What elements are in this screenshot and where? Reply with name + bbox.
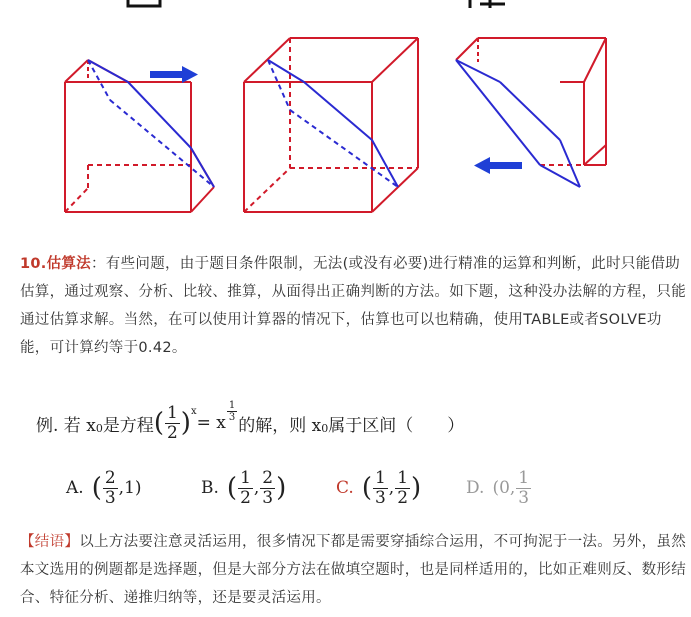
paren-open: ( <box>153 408 164 438</box>
q-mid2: 的解，则 x <box>238 415 322 436</box>
q-eq: = x <box>196 413 226 433</box>
q-frac-num: 1 <box>166 402 178 423</box>
answer-options <box>66 463 666 513</box>
paren-close: ) <box>180 408 191 438</box>
option-b-fraction-2: $\frac{2}{3}$ <box>262 467 274 508</box>
q-exp-num: 1 <box>228 399 236 411</box>
cube-2 <box>244 38 418 212</box>
option-a-fraction: $\frac{2}{3}$ <box>104 467 116 508</box>
option-d-fraction: $\frac{1}{3}$ <box>518 467 530 508</box>
q-exponent-fraction <box>227 400 237 423</box>
option-c-fraction-1: $\frac{1}{3}$ <box>374 467 386 508</box>
question-line <box>36 395 464 451</box>
q-exp-den: 3 <box>228 411 236 423</box>
option-b: B. ( $\frac{1}{2}$ , $\frac{2}{3}$ ) <box>201 467 287 508</box>
cube-section-figure <box>0 0 691 225</box>
arrow-left-icon <box>474 157 522 174</box>
example-problem <box>36 395 676 515</box>
q-sub1: 0 <box>321 421 329 435</box>
paragraph-text: ：有些问题，由于题目条件限制，无法(或没有必要)进行精准的运算和判断，此时只能借助估算，通过观察、分析、比较、推算，从面得出正确判断的方法。如下题，这种没办法解的方程，只能通过估算求解。当然，在可以使用计算器的情况下，估算也可以也精确，使用TABLE或者SOLVE功能，可计算约等于0.42。 <box>20 256 686 356</box>
option-c: C. ( $\frac{1}{3}$ , $\frac{1}{2}$ ) <box>336 467 422 508</box>
option-b-letter: B. <box>201 478 219 498</box>
cropped-glyph-left <box>128 0 160 6</box>
option-a-letter: A. <box>66 478 84 498</box>
option-c-letter: C. <box>336 478 354 498</box>
option-a: A. ( $\frac{2}{3}$ ,1) <box>66 467 142 508</box>
conclusion-text: 以上方法要注意灵活运用，很多情况下都是需要穿插综合运用，不可拘泥于一法。另外，虽然本文选用的例题都是选择题，但是大部分方法在做填空题时，也是同样适用的，比如正难则反、数形结合、特征分析、递推归纳等，还是要灵活运用。 <box>20 534 686 606</box>
cube-diagrams <box>0 0 691 225</box>
q-sub0: 0 <box>95 421 103 435</box>
paragraph-conclusion <box>20 528 688 612</box>
q-suffix: 属于区间（ ） <box>328 415 465 436</box>
conclusion-label: 【结语】 <box>20 534 80 550</box>
q-mid1: 是方程 <box>102 415 154 436</box>
option-c-fraction-2: $\frac{1}{2}$ <box>397 467 409 508</box>
option-d-first: (0 <box>492 478 510 498</box>
q-prefix: 例. 若 x <box>36 415 96 436</box>
option-a-rest: ,1) <box>118 478 142 498</box>
paragraph-estimation-method <box>20 250 688 362</box>
cropped-glyph-right <box>470 0 505 8</box>
option-b-fraction-1: $\frac{1}{2}$ <box>240 467 251 508</box>
arrow-right-icon <box>150 66 198 83</box>
cube-1 <box>65 60 214 212</box>
section-label: 10.估算法 <box>20 256 91 272</box>
q-fraction <box>165 404 180 442</box>
q-frac-den: 2 <box>166 422 178 443</box>
option-d: D. (0 , $\frac{1}{3}$ <box>466 467 530 508</box>
option-d-letter: D. <box>466 478 485 498</box>
q-exp-x: x <box>190 405 197 417</box>
